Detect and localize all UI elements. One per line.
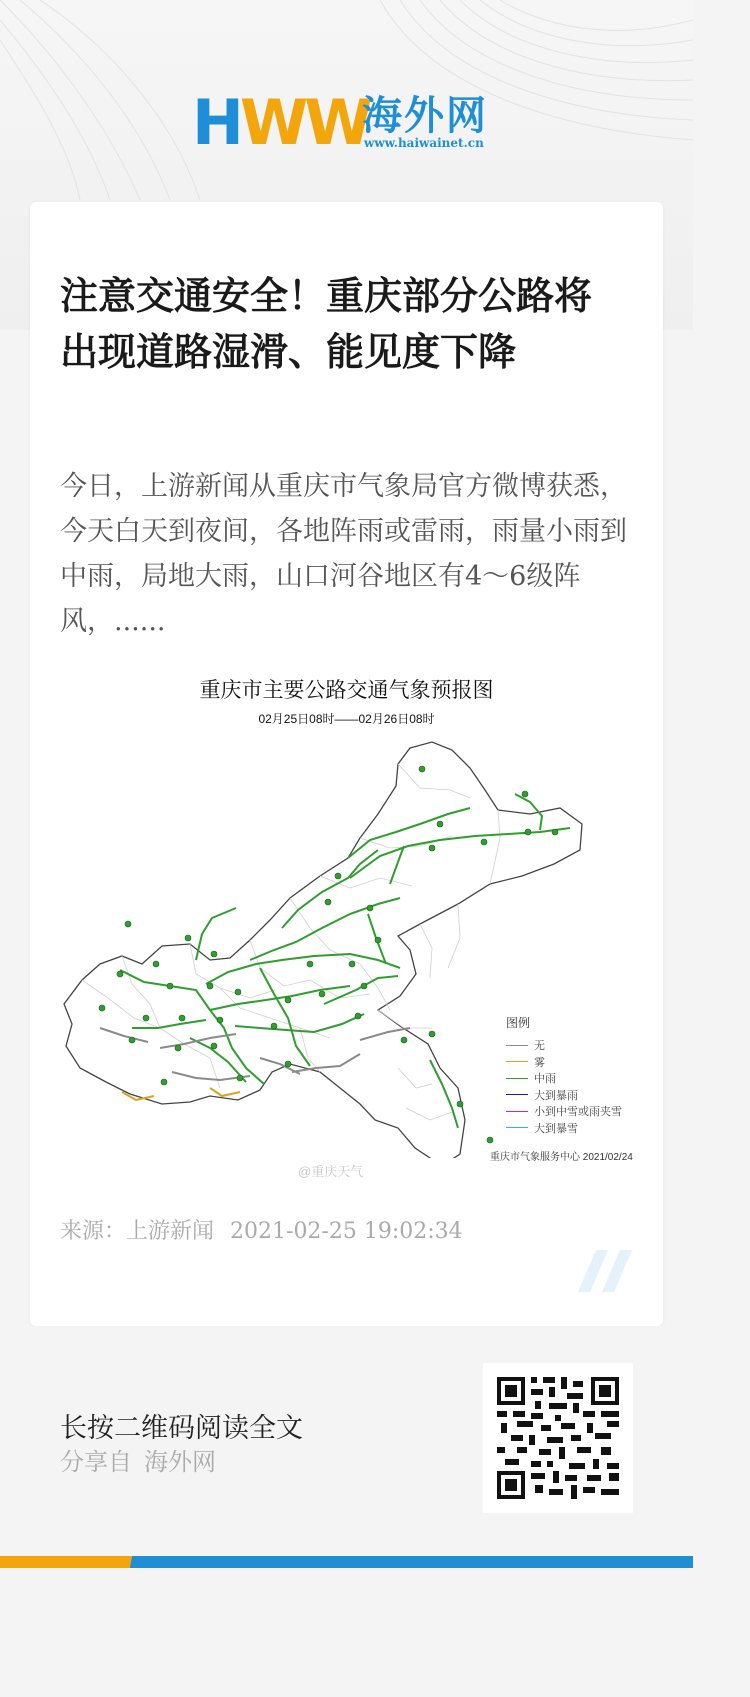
share-source: 分享自 海外网 [60, 1448, 216, 1476]
logo-chinese-name: 海外网 [362, 92, 488, 139]
share-footer [0, 1326, 693, 1568]
qr-code-icon [497, 1377, 619, 1499]
map-subtitle: 02月25日08时——02月26日08时 [258, 712, 435, 726]
legend-item: 无 [506, 1037, 636, 1054]
legend-item: 小到中雪或雨夹雪 [506, 1103, 636, 1120]
map-credit: 重庆市气象服务中心 2021/02/24 [490, 1152, 633, 1163]
map-legend [506, 1014, 636, 1136]
map-title: 重庆市主要公路交通气象预报图 [199, 679, 494, 702]
traffic-weather-map[interactable] [60, 668, 633, 1188]
article-meta [60, 1214, 463, 1245]
article-date: 2021-02-25 19:02:34 [230, 1219, 463, 1244]
logo-url: www.haiwainet.cn [364, 136, 484, 150]
decorative-slashes-icon [578, 1250, 638, 1292]
article-source: 来源：上游新闻 [60, 1219, 215, 1244]
legend-item: 大到暴雨 [506, 1087, 636, 1104]
haiwainet-logo[interactable] [192, 86, 512, 159]
article-summary: 今日，上游新闻从重庆市气象局官方微博获悉，今天白天到夜间，各地阵雨或雷雨，雨量小雨到中雨，局地大雨，山口河谷地区有4～6级阵风，...... [60, 471, 627, 637]
map-outline [64, 742, 582, 1158]
logo-mark: HWW [192, 86, 369, 159]
weibo-watermark: @重庆天气 [298, 1164, 364, 1179]
qr-code[interactable] [483, 1363, 633, 1513]
legend-item: 中雨 [506, 1070, 636, 1087]
legend-title: 图例 [506, 1016, 531, 1030]
article-card[interactable] [30, 202, 663, 1326]
article-title: 注意交通安全！重庆部分公路将出现道路湿滑、能见度下降 [60, 273, 593, 374]
legend-item: 雾 [506, 1054, 636, 1071]
legend-item: 大到暴雪 [506, 1120, 636, 1137]
read-full-article-prompt: 长按二维码阅读全文 [60, 1413, 303, 1444]
brand-color-bar [0, 1556, 693, 1568]
